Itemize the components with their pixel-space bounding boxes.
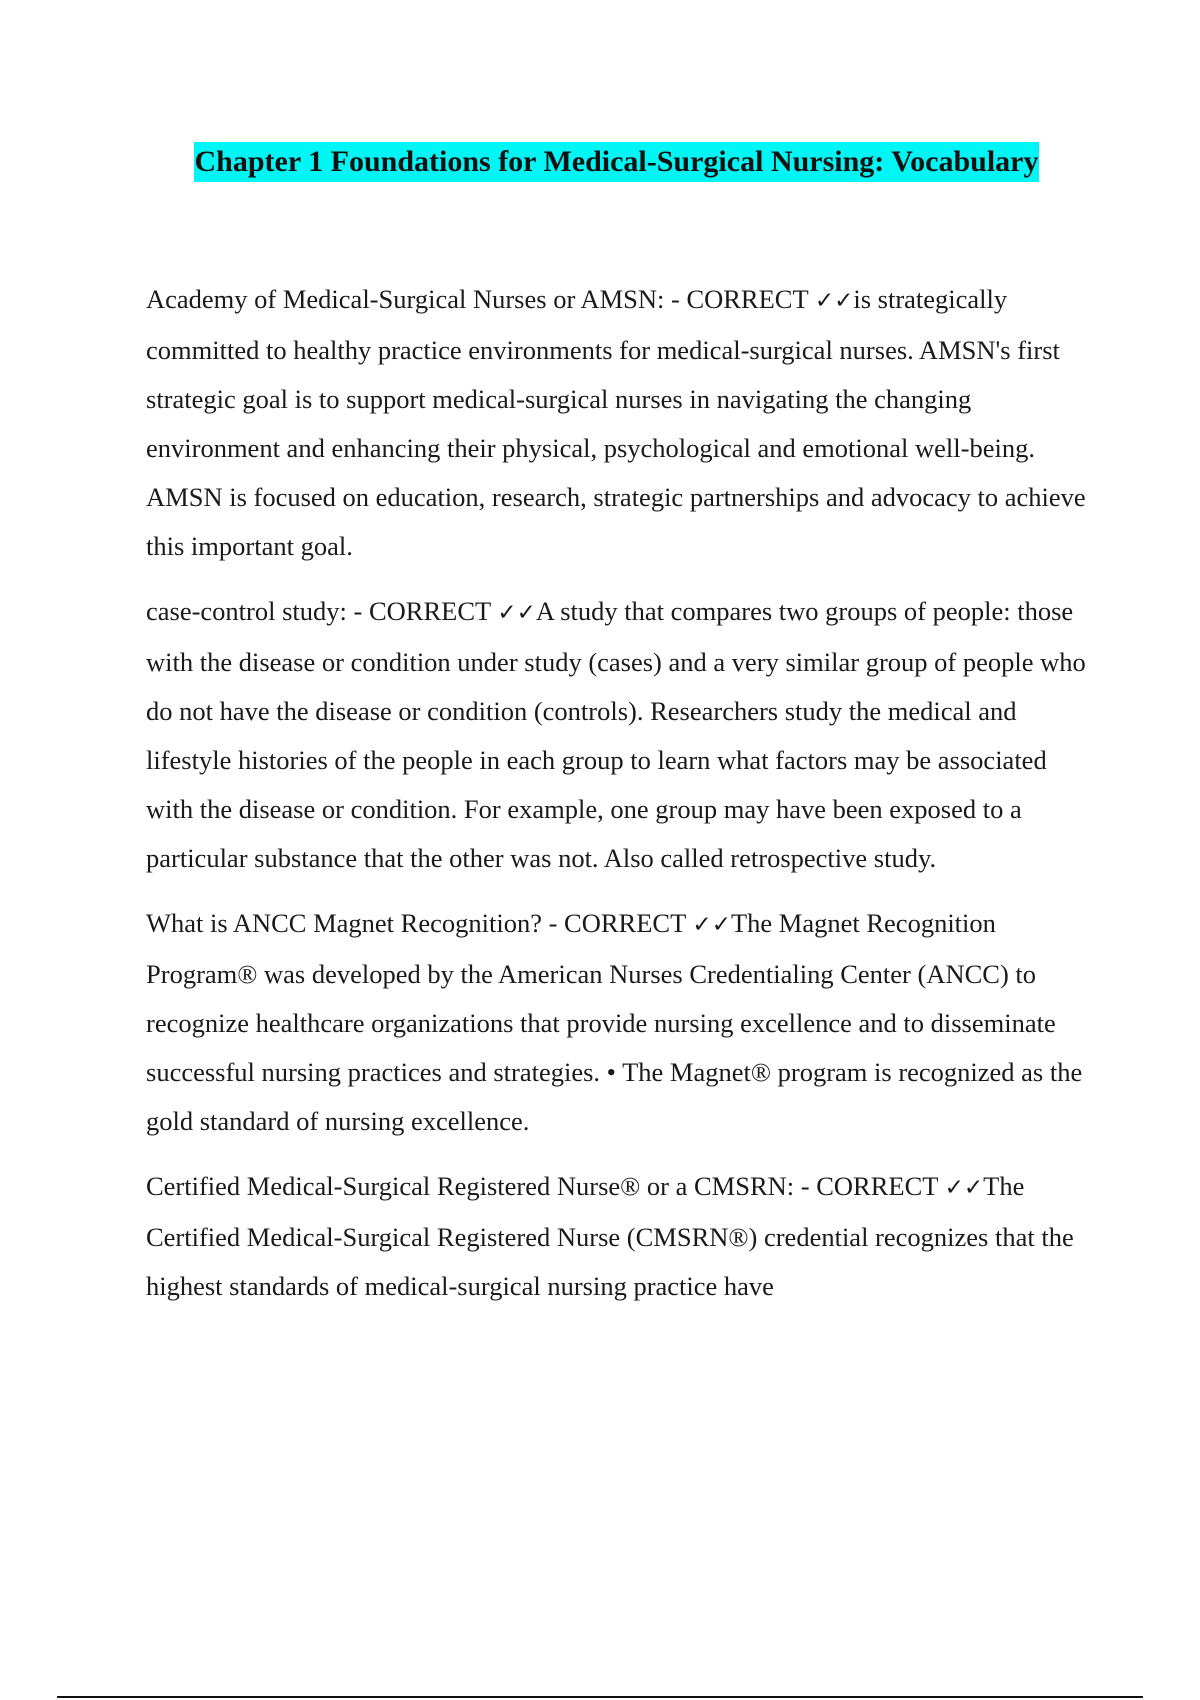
page-title: Chapter 1 Foundations for Medical-Surgical Nursing: Vocabulary <box>194 142 1040 182</box>
vocab-term: What is ANCC Magnet Recognition? - CORRECT <box>146 908 693 938</box>
vocab-definition: The Certified Medical-Surgical Registered Nurse (CMSRN®) credential recognizes that the highest standards of medical-surgical nursing practice have <box>146 1171 1074 1301</box>
double-check-icon: ✓✓ <box>497 600 536 626</box>
double-check-icon: ✓✓ <box>814 288 854 314</box>
vocab-entry <box>146 1162 1092 1311</box>
double-check-icon: ✓✓ <box>944 1175 984 1201</box>
vocab-entry <box>146 899 1092 1146</box>
vocab-term: Academy of Medical-Surgical Nurses or AMSN: - CORRECT <box>146 284 815 314</box>
vocabulary-list <box>146 275 1092 1327</box>
title-container <box>0 142 1200 182</box>
vocab-term: Certified Medical-Surgical Registered Nurse® or a CMSRN: - CORRECT <box>146 1171 945 1201</box>
footer-divider <box>57 1696 1143 1698</box>
vocab-definition: The Magnet Recognition Program® was developed by the American Nurses Credentialing Center (ANCC) to recognize healthcare organizations that provide nursing excellence and to disseminate successful nursing practices and strategies. • The Magnet® program is recognized as the gold standard of nursing excellence. <box>146 908 1083 1136</box>
vocab-entry <box>146 275 1092 571</box>
vocab-definition: A study that compares two groups of people: those with the disease or condition under study (cases) and a very similar group of people who do not have the disease or condition (controls). Researchers study the medical and lifestyle histories of the people in each group to learn what factors may be associated with the disease or condition. For example, one group may have been exposed to a particular substance that the other was not. Also called retrospective study. <box>146 596 1086 873</box>
vocab-term: case-control study: - CORRECT <box>146 596 498 626</box>
double-check-icon: ✓✓ <box>692 912 731 938</box>
vocab-definition: is strategically committed to healthy practice environments for medical-surgical nurses. AMSN's first strategic goal is to support medical-surgical nurses in navigating the changing environment and enhancing their physical, psychological and emotional well-being. AMSN is focused on education, research, strategic partnerships and advocacy to achieve this important goal. <box>146 284 1086 561</box>
vocab-entry <box>146 587 1092 883</box>
